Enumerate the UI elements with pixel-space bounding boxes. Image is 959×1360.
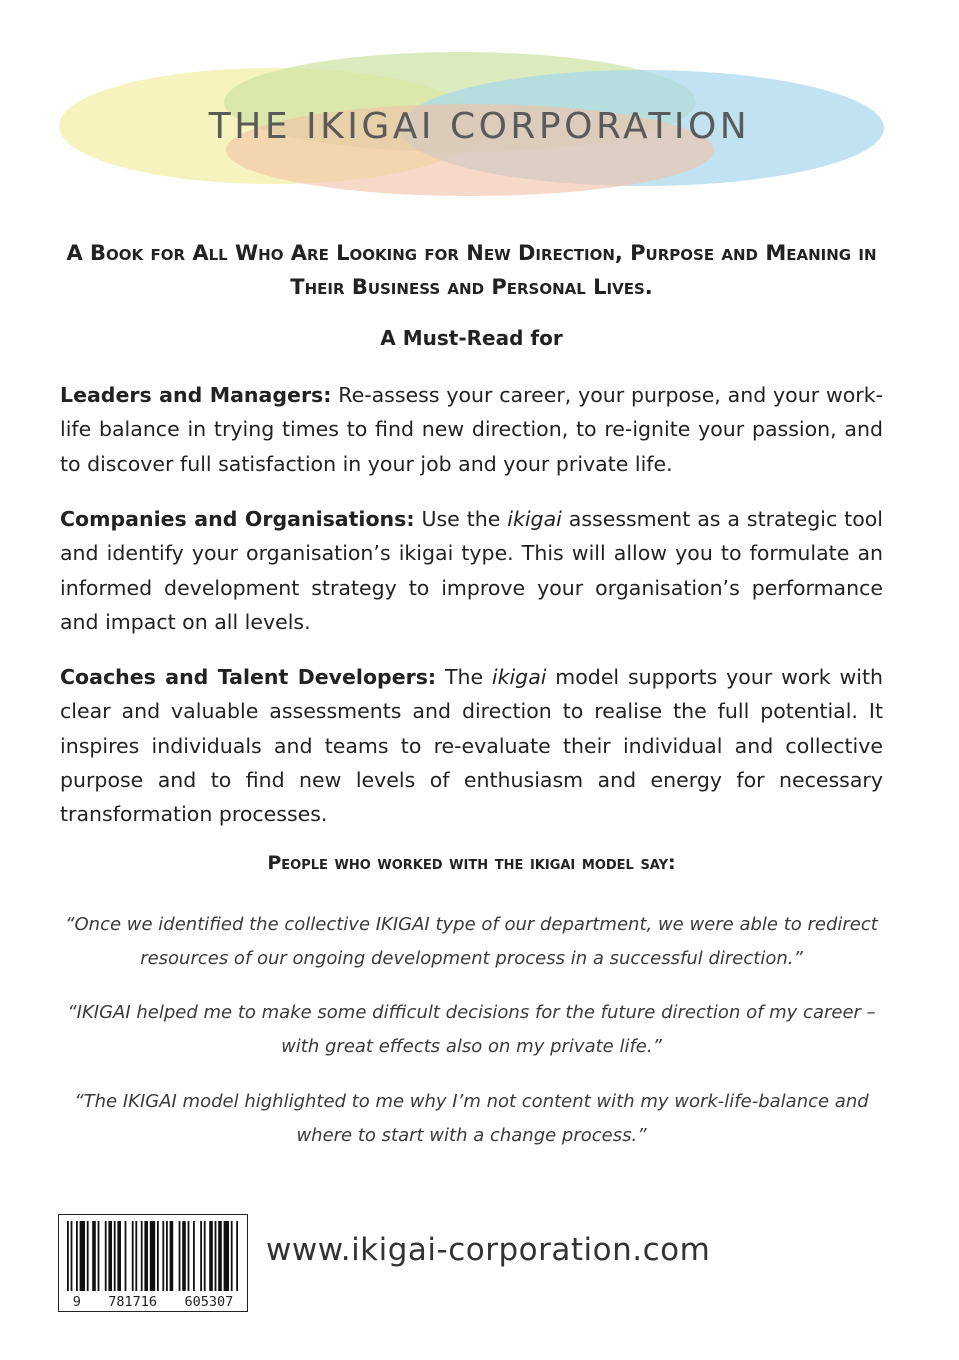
barcode-bar	[105, 1221, 107, 1291]
audience-text: assessment as a strategic tool and identify your organisation’s ikigai type. This will allow you to formulate an informed development strategy to improve your organisation’s performance and impact on all levels.	[60, 507, 883, 634]
barcode-bar	[76, 1221, 78, 1291]
barcode-bars	[59, 1215, 247, 1295]
barcode-digit-group: 781716	[108, 1294, 158, 1310]
barcode-bar	[157, 1221, 159, 1291]
barcode-bar	[87, 1221, 89, 1291]
barcode-bar	[108, 1221, 112, 1291]
audience-coaches	[60, 660, 883, 831]
barcode-bar	[179, 1221, 181, 1291]
barcode-bar	[193, 1221, 195, 1291]
barcode-bar	[80, 1221, 85, 1291]
audience-lead: Leaders and Managers:	[60, 383, 332, 407]
logo-title: THE IKIGAI CORPORATION	[208, 106, 751, 147]
barcode-bar	[125, 1221, 127, 1291]
audience-text: Re-assess your career, your purpose, and your work-life balance in trying times to find new direction, to re-ignite your passion, and to discover full satisfaction in your job and your private life.	[60, 383, 883, 476]
barcode-bar	[224, 1221, 229, 1291]
barcode-bar	[98, 1221, 100, 1291]
barcode-bar	[117, 1221, 121, 1291]
barcode-bar	[166, 1221, 168, 1291]
barcode-bar	[92, 1221, 96, 1291]
audience-text-italic: ikigai	[507, 507, 562, 531]
barcode-bar	[182, 1221, 186, 1291]
barcode-bar	[150, 1221, 155, 1291]
audience-text: model supports your work with clear and valuable assessments and direction to realise the full potential. It inspires individuals and teams to re-evaluate their individual and collective purpose and to find new levels of enthusiasm and energy for necessary transformation processes.	[60, 665, 883, 827]
barcode-bar	[200, 1221, 202, 1291]
barcode-bar	[162, 1221, 164, 1291]
barcode-bar	[209, 1221, 213, 1291]
isbn-barcode	[58, 1214, 248, 1312]
book-headline: A Book for All Who Are Looking for New Direction, Purpose and Meaning in Their Business and Personal Lives.	[66, 241, 877, 299]
audience-lead: Companies and Organisations:	[60, 507, 415, 531]
barcode-bar	[114, 1221, 116, 1291]
barcode-bar	[204, 1221, 206, 1291]
barcode-digits	[59, 1294, 247, 1310]
barcode-digit-group: 9	[72, 1294, 81, 1310]
audience-text: The	[436, 665, 492, 689]
testimonial-quote: “Once we identified the collective IKIGAI type of our department, we were able to redirect resources of our ongoing development process in a successful direction.”	[65, 914, 878, 970]
barcode-bar	[188, 1221, 190, 1291]
barcode-bar	[67, 1221, 69, 1291]
barcode-bar	[71, 1221, 73, 1291]
audience-companies	[60, 502, 883, 639]
testimonial-quote: “The IKIGAI model highlighted to me why I’m not content with my work-life-balance and where to start with a change process.”	[74, 1091, 869, 1147]
barcode-bar	[170, 1221, 174, 1291]
barcode-bar	[141, 1221, 143, 1291]
barcode-bar	[218, 1221, 222, 1291]
barcode-digit-group: 605307	[184, 1294, 234, 1310]
testimonials-heading: People who worked with the ikigai model say:	[267, 852, 676, 874]
barcode-bar	[215, 1221, 217, 1291]
barcode-bar	[132, 1221, 134, 1291]
audience-leaders	[60, 378, 883, 481]
barcode-bar	[144, 1221, 148, 1291]
barcode-bar	[231, 1221, 233, 1291]
audience-text-italic: ikigai	[491, 665, 547, 689]
barcode-bar	[236, 1221, 238, 1291]
ikigai-logo	[0, 0, 959, 220]
audience-lead: Coaches and Talent Developers:	[60, 665, 437, 689]
testimonial-quote: “IKIGAI helped me to make some difficult decisions for the future direction of my career – with great effects also on my private life.”	[67, 1002, 876, 1058]
must-read-heading: A Must-Read for	[380, 326, 563, 350]
audience-text: Use the	[414, 507, 508, 531]
barcode-bar	[135, 1221, 137, 1291]
website-link[interactable]: www.ikigai-corporation.com	[266, 1232, 711, 1268]
